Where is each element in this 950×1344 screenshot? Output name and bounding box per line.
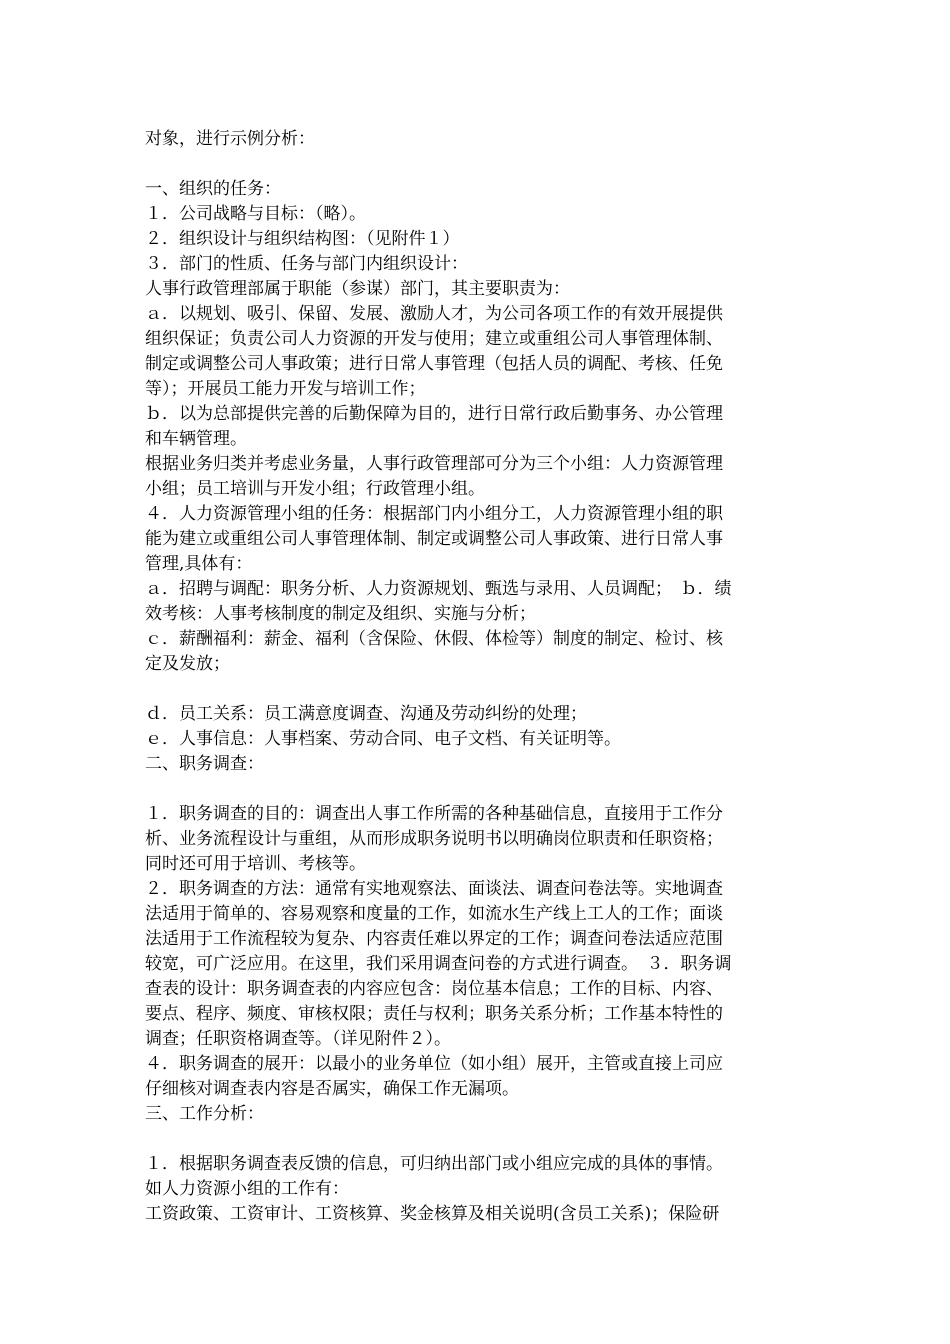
text-line: ４．人力资源管理小组的任务：根据部门内小组分工，人力资源管理小组的职	[145, 504, 723, 524]
blank-line	[145, 777, 815, 802]
text-line: ４．职务调查的展开：以最小的业务单位（如小组）展开，主管或直接上司应	[145, 1054, 723, 1074]
text-line: 一、组织的任务：	[145, 179, 281, 199]
text-line: ａ．以规划、吸引、保留、发展、激励人才，为公司各项工作的有效开展提供	[145, 304, 723, 324]
text-line: 组织保证；负责公司人力资源的开发与使用；建立或重组公司人事管理体制、	[145, 329, 723, 349]
text-line: 三、工作分析：	[145, 1104, 264, 1124]
text-line: 如人力资源小组的工作有：	[145, 1179, 349, 1199]
text-line: 能为建立或重组公司人事管理体制、制定或调整公司人事政策、进行日常人事	[145, 529, 723, 549]
text-line: 二、职务调查：	[145, 754, 264, 774]
text-line: ２．职务调查的方法：通常有实地观察法、面谈法、调查问卷法等。实地调查	[145, 879, 723, 899]
document-body	[145, 127, 815, 1227]
text-line: ｂ．以为总部提供完善的后勤保障为目的，进行日常行政后勤事务、办公管理	[145, 404, 723, 424]
text-line: 仔细核对调查表内容是否属实，确保工作无漏项。	[145, 1079, 519, 1099]
text-line: 管理,具体有：	[145, 554, 253, 574]
text-line: 人事行政管理部属于职能（参谋）部门，其主要职责为：	[145, 279, 570, 299]
text-line: 效考核：人事考核制度的制定及组织、实施与分析；	[145, 604, 536, 624]
text-line: ｅ．人事信息：人事档案、劳动合同、电子文档、有关证明等。	[145, 729, 621, 749]
text-line: 等）；开展员工能力开发与培训工作；	[145, 379, 426, 399]
text-line: 法适用于简单的、容易观察和度量的工作，如流水生产线上工人的工作；面谈	[145, 904, 723, 924]
text-line: 工资政策、工资审计、工资核算、奖金核算及相关说明(含员工关系)；保险研	[145, 1204, 720, 1224]
text-line: 同时还可用于培训、考核等。	[145, 854, 366, 874]
text-line: 对象，进行示例分析：	[145, 129, 315, 149]
text-line: １．公司战略与目标：（略）。	[145, 204, 366, 224]
text-line: 小组；员工培训与开发小组；行政管理小组。	[145, 479, 485, 499]
text-line: 根据业务归类并考虑业务量，人事行政管理部可分为三个小组：人力资源管理	[145, 454, 723, 474]
text-line: ２．组织设计与组织结构图：（见附件１）	[145, 229, 460, 249]
text-line: 法适用于工作流程较为复杂、内容责任难以界定的工作；调查问卷法适应范围	[145, 929, 723, 949]
text-line: 查表的设计：职务调查表的内容应包含：岗位基本信息；工作的目标、内容、	[145, 979, 723, 999]
blank-line	[145, 677, 815, 702]
text-line: ３．部门的性质、任务与部门内组织设计：	[145, 254, 468, 274]
blank-line	[145, 1127, 815, 1152]
text-line: 较宽，可广泛应用。在这里，我们采用调查问卷的方式进行调查。 ３．职务调	[145, 954, 732, 974]
text-line: 定及发放；	[145, 654, 230, 674]
text-line: 制定或调整公司人事政策；进行日常人事管理（包括人员的调配、考核、任免	[145, 354, 723, 374]
blank-line	[145, 152, 815, 177]
text-line: 析、业务流程设计与重组，从而形成职务说明书以明确岗位职责和任职资格；	[145, 829, 723, 849]
text-line: １．根据职务调查表反馈的信息，可归纳出部门或小组应完成的具体的事情。	[145, 1154, 723, 1174]
text-line: ｃ．薪酬福利：薪金、福利（含保险、休假、体检等）制度的制定、检讨、核	[145, 629, 723, 649]
text-line: １．职务调查的目的：调查出人事工作所需的各种基础信息，直接用于工作分	[145, 804, 723, 824]
text-line: ａ．招聘与调配：职务分析、人力资源规划、甄选与录用、人员调配； ｂ．绩	[145, 579, 732, 599]
text-line: 和车辆管理。	[145, 429, 247, 449]
text-line: 调查；任职资格调查等。（详见附件２）。	[145, 1029, 451, 1049]
text-line: ｄ．员工关系：员工满意度调查、沟通及劳动纠纷的处理；	[145, 704, 587, 724]
text-line: 要点、程序、频度、审核权限；责任与权利；职务关系分析；工作基本特性的	[145, 1004, 723, 1024]
